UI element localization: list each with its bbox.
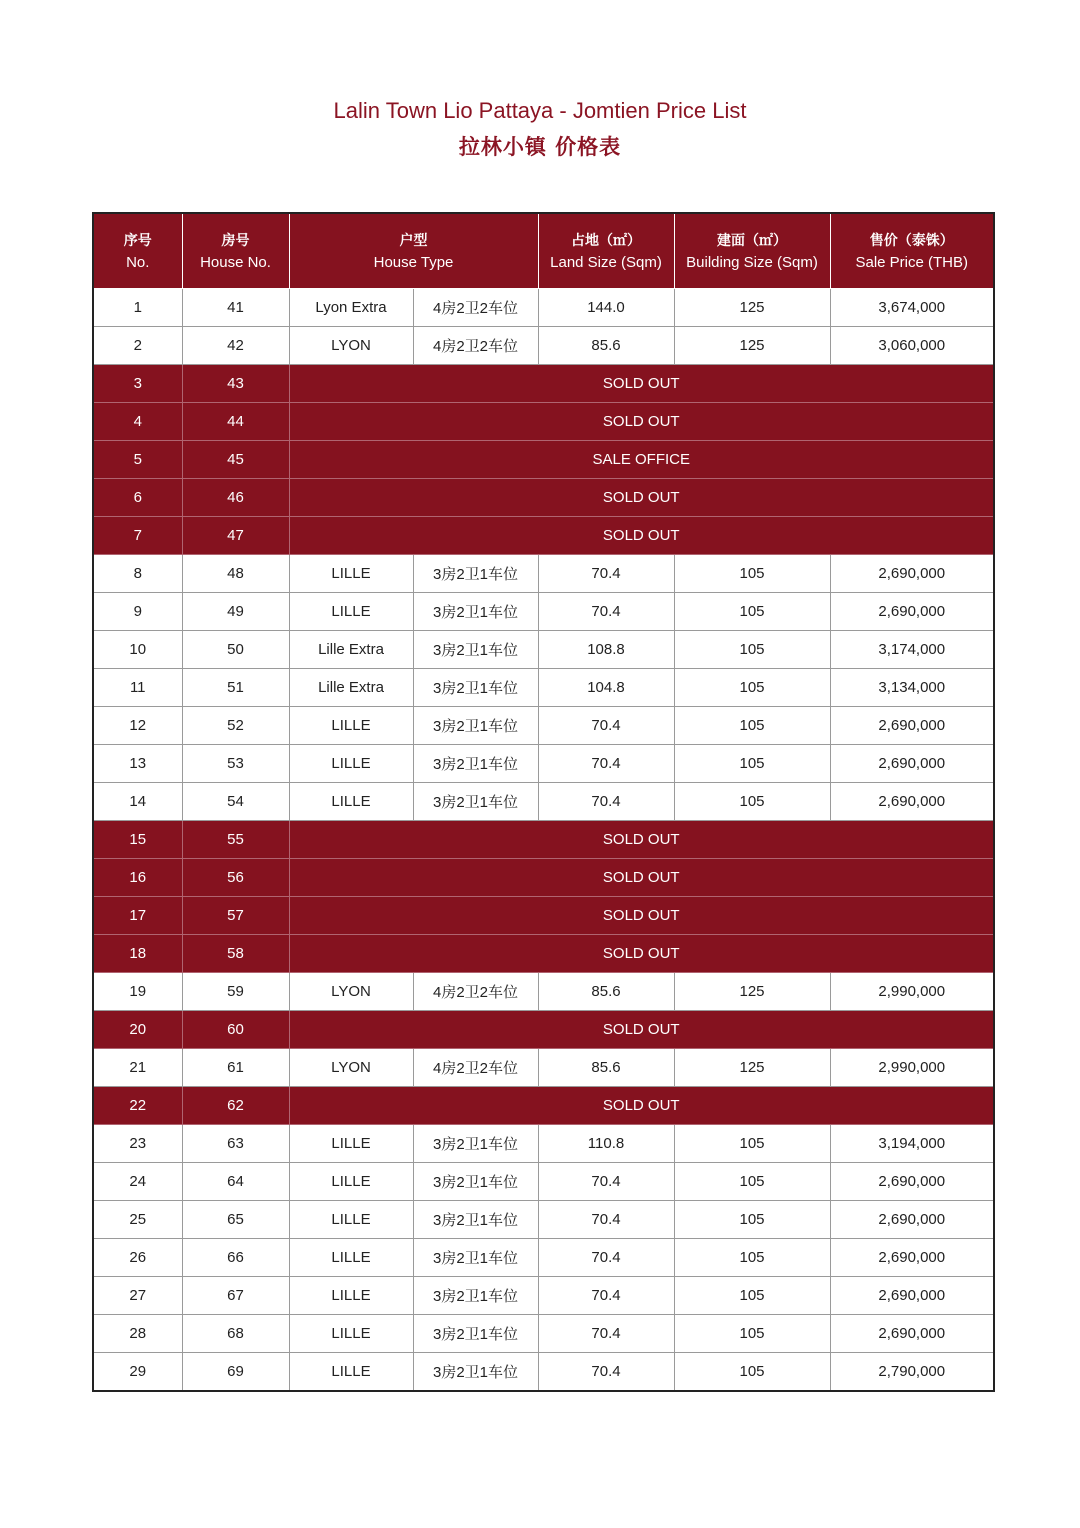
cell-layout: 3房2卫1车位 <box>413 669 538 707</box>
status-cell: SOLD OUT <box>289 859 994 897</box>
cell-model: LILLE <box>289 555 413 593</box>
cell-house-no: 65 <box>182 1201 289 1239</box>
cell-sale-price: 3,674,000 <box>830 289 994 327</box>
cell-house-no: 41 <box>182 289 289 327</box>
table-row <box>93 1239 994 1277</box>
header-no-en: No. <box>126 253 150 271</box>
cell-house-no: 46 <box>182 479 289 517</box>
header-no-zh: 序号 <box>123 232 152 249</box>
cell-model: LILLE <box>289 1163 413 1201</box>
cell-sale-price: 2,690,000 <box>830 783 994 821</box>
status-cell: SOLD OUT <box>289 403 994 441</box>
cell-land-size: 108.8 <box>538 631 674 669</box>
cell-house-no: 42 <box>182 327 289 365</box>
cell-model: LILLE <box>289 1201 413 1239</box>
cell-no: 27 <box>93 1277 182 1315</box>
table-row <box>93 631 994 669</box>
cell-house-no: 58 <box>182 935 289 973</box>
header-sale-price <box>830 213 994 289</box>
status-cell: SOLD OUT <box>289 365 994 403</box>
cell-no: 10 <box>93 631 182 669</box>
table-row <box>93 821 994 859</box>
cell-land-size: 70.4 <box>538 1239 674 1277</box>
table-row <box>93 897 994 935</box>
cell-land-size: 70.4 <box>538 1201 674 1239</box>
header-house-zh: 房号 <box>221 232 250 249</box>
status-cell: SOLD OUT <box>289 479 994 517</box>
page-subtitle: 拉林小镇 价格表 <box>458 135 622 159</box>
cell-model: Lille Extra <box>289 631 413 669</box>
cell-model: LILLE <box>289 745 413 783</box>
cell-layout: 4房2卫2车位 <box>413 973 538 1011</box>
table-row <box>93 859 994 897</box>
cell-no: 16 <box>93 859 182 897</box>
cell-land-size: 70.4 <box>538 555 674 593</box>
status-cell: SOLD OUT <box>289 897 994 935</box>
cell-house-no: 47 <box>182 517 289 555</box>
cell-house-no: 66 <box>182 1239 289 1277</box>
cell-building-size: 105 <box>674 783 830 821</box>
cell-layout: 3房2卫1车位 <box>413 1125 538 1163</box>
cell-house-no: 45 <box>182 441 289 479</box>
table-row <box>93 555 994 593</box>
cell-no: 28 <box>93 1315 182 1353</box>
cell-house-no: 63 <box>182 1125 289 1163</box>
cell-model: LYON <box>289 1049 413 1087</box>
cell-house-no: 52 <box>182 707 289 745</box>
cell-building-size: 125 <box>674 1049 830 1087</box>
cell-sale-price: 2,790,000 <box>830 1353 994 1392</box>
cell-no: 7 <box>93 517 182 555</box>
table-row <box>93 1049 994 1087</box>
table-row <box>93 1353 994 1392</box>
status-cell: SALE OFFICE <box>289 441 994 479</box>
cell-house-no: 44 <box>182 403 289 441</box>
cell-land-size: 70.4 <box>538 593 674 631</box>
header-building-en: Building Size (Sqm) <box>686 253 818 271</box>
cell-model: LILLE <box>289 1315 413 1353</box>
table-header <box>93 213 994 289</box>
cell-no: 8 <box>93 555 182 593</box>
table-row <box>93 1315 994 1353</box>
cell-building-size: 105 <box>674 1239 830 1277</box>
cell-sale-price: 2,690,000 <box>830 593 994 631</box>
cell-house-no: 48 <box>182 555 289 593</box>
cell-no: 25 <box>93 1201 182 1239</box>
price-table <box>92 212 995 1392</box>
cell-building-size: 105 <box>674 1315 830 1353</box>
cell-building-size: 105 <box>674 631 830 669</box>
cell-model: LYON <box>289 973 413 1011</box>
cell-layout: 3房2卫1车位 <box>413 1239 538 1277</box>
table-row <box>93 935 994 973</box>
cell-house-no: 67 <box>182 1277 289 1315</box>
cell-no: 19 <box>93 973 182 1011</box>
cell-land-size: 104.8 <box>538 669 674 707</box>
status-cell: SOLD OUT <box>289 1011 994 1049</box>
cell-land-size: 70.4 <box>538 745 674 783</box>
header-land-en: Land Size (Sqm) <box>550 253 662 271</box>
table-row <box>93 1011 994 1049</box>
cell-no: 1 <box>93 289 182 327</box>
cell-sale-price: 2,690,000 <box>830 1163 994 1201</box>
header-house-en: House No. <box>200 253 271 271</box>
cell-house-no: 51 <box>182 669 289 707</box>
cell-house-no: 64 <box>182 1163 289 1201</box>
cell-sale-price: 2,690,000 <box>830 1277 994 1315</box>
header-type-en: House Type <box>373 253 454 271</box>
header-house-no <box>182 213 289 289</box>
table-row <box>93 669 994 707</box>
cell-no: 2 <box>93 327 182 365</box>
cell-no: 5 <box>93 441 182 479</box>
cell-no: 9 <box>93 593 182 631</box>
cell-model: LILLE <box>289 1353 413 1392</box>
cell-house-no: 61 <box>182 1049 289 1087</box>
cell-model: Lyon Extra <box>289 289 413 327</box>
cell-house-no: 68 <box>182 1315 289 1353</box>
table-row <box>93 403 994 441</box>
header-land-zh: 占地（㎡） <box>571 232 641 249</box>
cell-model: LILLE <box>289 1125 413 1163</box>
cell-building-size: 105 <box>674 707 830 745</box>
cell-sale-price: 2,690,000 <box>830 745 994 783</box>
cell-no: 4 <box>93 403 182 441</box>
cell-model: LYON <box>289 327 413 365</box>
table-row <box>93 517 994 555</box>
cell-no: 17 <box>93 897 182 935</box>
cell-land-size: 110.8 <box>538 1125 674 1163</box>
cell-layout: 3房2卫1车位 <box>413 1163 538 1201</box>
cell-building-size: 105 <box>674 1353 830 1392</box>
cell-house-no: 56 <box>182 859 289 897</box>
cell-house-no: 60 <box>182 1011 289 1049</box>
cell-sale-price: 3,194,000 <box>830 1125 994 1163</box>
cell-land-size: 85.6 <box>538 973 674 1011</box>
table-row <box>93 441 994 479</box>
cell-building-size: 105 <box>674 745 830 783</box>
cell-layout: 3房2卫1车位 <box>413 707 538 745</box>
cell-sale-price: 2,690,000 <box>830 1239 994 1277</box>
cell-no: 18 <box>93 935 182 973</box>
cell-layout: 3房2卫1车位 <box>413 745 538 783</box>
cell-house-no: 69 <box>182 1353 289 1392</box>
cell-building-size: 125 <box>674 289 830 327</box>
cell-sale-price: 3,174,000 <box>830 631 994 669</box>
cell-land-size: 70.4 <box>538 707 674 745</box>
cell-land-size: 70.4 <box>538 1277 674 1315</box>
table-row <box>93 1087 994 1125</box>
cell-layout: 3房2卫1车位 <box>413 1201 538 1239</box>
status-cell: SOLD OUT <box>289 517 994 555</box>
table-row <box>93 289 994 327</box>
cell-layout: 3房2卫1车位 <box>413 631 538 669</box>
cell-building-size: 105 <box>674 1125 830 1163</box>
cell-house-no: 59 <box>182 973 289 1011</box>
cell-building-size: 105 <box>674 555 830 593</box>
cell-house-no: 57 <box>182 897 289 935</box>
cell-sale-price: 2,690,000 <box>830 1315 994 1353</box>
header-price-zh: 售价（泰铢） <box>869 232 954 249</box>
cell-layout: 3房2卫1车位 <box>413 1315 538 1353</box>
cell-sale-price: 3,134,000 <box>830 669 994 707</box>
cell-sale-price: 2,690,000 <box>830 707 994 745</box>
cell-house-no: 55 <box>182 821 289 859</box>
header-type-zh: 户型 <box>399 232 428 249</box>
cell-building-size: 105 <box>674 1201 830 1239</box>
header-building-size <box>674 213 830 289</box>
cell-building-size: 105 <box>674 1277 830 1315</box>
table-row <box>93 1163 994 1201</box>
cell-no: 14 <box>93 783 182 821</box>
cell-layout: 4房2卫2车位 <box>413 1049 538 1087</box>
cell-no: 12 <box>93 707 182 745</box>
cell-sale-price: 2,990,000 <box>830 1049 994 1087</box>
cell-model: LILLE <box>289 707 413 745</box>
table-row <box>93 1125 994 1163</box>
cell-layout: 4房2卫2车位 <box>413 289 538 327</box>
cell-model: LILLE <box>289 1277 413 1315</box>
table-row <box>93 1201 994 1239</box>
cell-building-size: 105 <box>674 669 830 707</box>
cell-no: 24 <box>93 1163 182 1201</box>
status-cell: SOLD OUT <box>289 935 994 973</box>
table-row <box>93 707 994 745</box>
cell-model: LILLE <box>289 593 413 631</box>
table-row <box>93 479 994 517</box>
cell-no: 21 <box>93 1049 182 1087</box>
cell-model: Lille Extra <box>289 669 413 707</box>
cell-layout: 3房2卫1车位 <box>413 783 538 821</box>
cell-building-size: 125 <box>674 327 830 365</box>
cell-no: 23 <box>93 1125 182 1163</box>
cell-no: 22 <box>93 1087 182 1125</box>
cell-layout: 3房2卫1车位 <box>413 1353 538 1392</box>
cell-sale-price: 2,990,000 <box>830 973 994 1011</box>
cell-land-size: 70.4 <box>538 1353 674 1392</box>
table-body <box>93 289 994 1392</box>
cell-building-size: 125 <box>674 973 830 1011</box>
cell-sale-price: 3,060,000 <box>830 327 994 365</box>
header-no <box>93 213 182 289</box>
table-row <box>93 365 994 403</box>
table-row <box>93 593 994 631</box>
cell-land-size: 85.6 <box>538 1049 674 1087</box>
cell-land-size: 70.4 <box>538 783 674 821</box>
cell-building-size: 105 <box>674 1163 830 1201</box>
cell-land-size: 70.4 <box>538 1163 674 1201</box>
cell-layout: 3房2卫1车位 <box>413 1277 538 1315</box>
header-price-en: Sale Price (THB) <box>855 253 969 271</box>
cell-land-size: 70.4 <box>538 1315 674 1353</box>
header-land-size <box>538 213 674 289</box>
cell-no: 11 <box>93 669 182 707</box>
cell-house-no: 49 <box>182 593 289 631</box>
cell-model: LILLE <box>289 783 413 821</box>
cell-no: 15 <box>93 821 182 859</box>
cell-house-no: 54 <box>182 783 289 821</box>
cell-house-no: 43 <box>182 365 289 403</box>
table-row <box>93 783 994 821</box>
cell-no: 6 <box>93 479 182 517</box>
cell-sale-price: 2,690,000 <box>830 1201 994 1239</box>
table-row <box>93 973 994 1011</box>
cell-land-size: 144.0 <box>538 289 674 327</box>
status-cell: SOLD OUT <box>289 821 994 859</box>
cell-no: 20 <box>93 1011 182 1049</box>
cell-layout: 4房2卫2车位 <box>413 327 538 365</box>
cell-layout: 3房2卫1车位 <box>413 593 538 631</box>
header-building-zh: 建面（㎡） <box>717 232 787 249</box>
cell-no: 13 <box>93 745 182 783</box>
table-row <box>93 1277 994 1315</box>
cell-house-no: 53 <box>182 745 289 783</box>
cell-no: 3 <box>93 365 182 403</box>
cell-no: 26 <box>93 1239 182 1277</box>
table-row <box>93 745 994 783</box>
cell-building-size: 105 <box>674 593 830 631</box>
table-row <box>93 327 994 365</box>
cell-sale-price: 2,690,000 <box>830 555 994 593</box>
cell-house-no: 62 <box>182 1087 289 1125</box>
status-cell: SOLD OUT <box>289 1087 994 1125</box>
cell-house-no: 50 <box>182 631 289 669</box>
header-house-type <box>289 213 538 289</box>
cell-model: LILLE <box>289 1239 413 1277</box>
page-title: Lalin Town Lio Pattaya - Jomtien Price List <box>333 98 747 123</box>
cell-no: 29 <box>93 1353 182 1392</box>
cell-land-size: 85.6 <box>538 327 674 365</box>
cell-layout: 3房2卫1车位 <box>413 555 538 593</box>
